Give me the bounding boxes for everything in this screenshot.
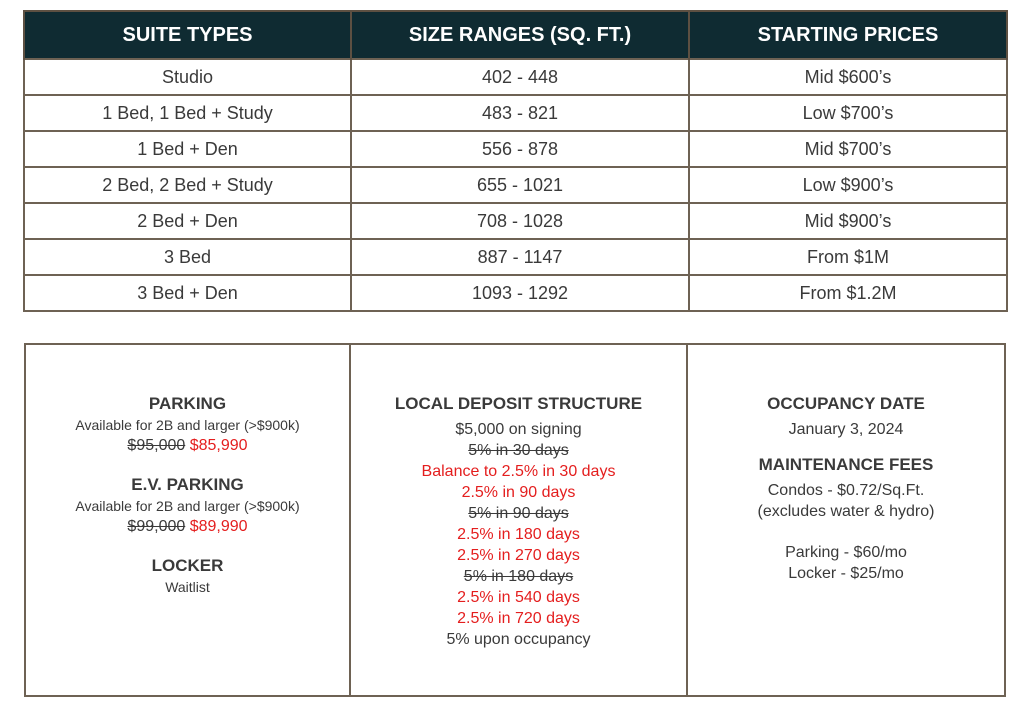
table-row [24,203,1007,239]
suite-type-cell: Studio [24,59,351,95]
parking-old-price: $95,000 [127,437,186,454]
ev-parking-new-price: $89,990 [189,518,248,535]
info-panel [24,343,1006,697]
deposit-column [351,345,688,695]
maintenance-parking: Parking - $60/mo [785,544,907,561]
size-range-cell: 556 - 878 [351,131,689,167]
ev-parking-price [26,516,349,537]
table-row [24,95,1007,131]
ev-parking-title: E.V. PARKING [131,475,244,494]
header-starting-prices: STARTING PRICES [689,11,1007,59]
locker-title: LOCKER [151,556,224,575]
starting-price-cell: Mid $900’s [689,203,1007,239]
size-range-cell: 1093 - 1292 [351,275,689,311]
deposit-title: LOCAL DEPOSIT STRUCTURE [394,394,643,413]
table-row [24,275,1007,311]
deposit-line: Balance to 2.5% in 30 days [421,463,616,480]
deposit-line: 2.5% in 720 days [457,610,580,627]
maintenance-condos: Condos - $0.72/Sq.Ft. [767,482,925,499]
starting-price-cell: From $1M [689,239,1007,275]
deposit-line: 5% upon occupancy [446,631,591,648]
deposit-line: 5% in 90 days [468,505,569,522]
maintenance-locker: Locker - $25/mo [788,565,904,582]
header-size-ranges: SIZE RANGES (SQ. FT.) [351,11,689,59]
ev-parking-old-price: $99,000 [127,518,186,535]
parking-price [26,435,349,456]
table-row [24,59,1007,95]
suite-type-cell: 2 Bed, 2 Bed + Study [24,167,351,203]
suite-type-cell: 3 Bed [24,239,351,275]
occupancy-date: January 3, 2024 [788,421,904,438]
deposit-line: $5,000 on signing [455,421,582,438]
table-header-row [24,11,1007,59]
parking-new-price: $85,990 [189,437,248,454]
starting-price-cell: Mid $600’s [689,59,1007,95]
deposit-line: 5% in 30 days [468,442,569,459]
deposit-line: 2.5% in 270 days [457,547,580,564]
parking-note: Available for 2B and larger (>$900k) [75,417,300,433]
size-range-cell: 708 - 1028 [351,203,689,239]
starting-price-cell: Low $700’s [689,95,1007,131]
size-range-cell: 887 - 1147 [351,239,689,275]
starting-price-cell: From $1.2M [689,275,1007,311]
starting-price-cell: Mid $700’s [689,131,1007,167]
parking-title: PARKING [148,394,227,413]
table-row [24,239,1007,275]
ev-parking-note: Available for 2B and larger (>$900k) [75,498,300,514]
maintenance-excludes: (excludes water & hydro) [757,503,935,520]
table-row [24,167,1007,203]
size-range-cell: 655 - 1021 [351,167,689,203]
header-suite-types: SUITE TYPES [24,11,351,59]
occupancy-title: OCCUPANCY DATE [767,394,925,413]
parking-column [26,345,351,695]
starting-price-cell: Low $900’s [689,167,1007,203]
size-range-cell: 402 - 448 [351,59,689,95]
maintenance-title: MAINTENANCE FEES [758,455,934,474]
deposit-line: 5% in 180 days [463,568,574,585]
occupancy-column [688,345,1004,695]
deposit-line: 2.5% in 180 days [457,526,580,543]
deposit-line: 2.5% in 540 days [457,589,580,606]
size-range-cell: 483 - 821 [351,95,689,131]
locker-note: Waitlist [165,579,210,595]
suite-type-cell: 1 Bed + Den [24,131,351,167]
suite-type-cell: 1 Bed, 1 Bed + Study [24,95,351,131]
table-row [24,131,1007,167]
deposit-line: 2.5% in 90 days [461,484,576,501]
suite-type-cell: 3 Bed + Den [24,275,351,311]
suite-types-table [23,10,1008,312]
suite-type-cell: 2 Bed + Den [24,203,351,239]
